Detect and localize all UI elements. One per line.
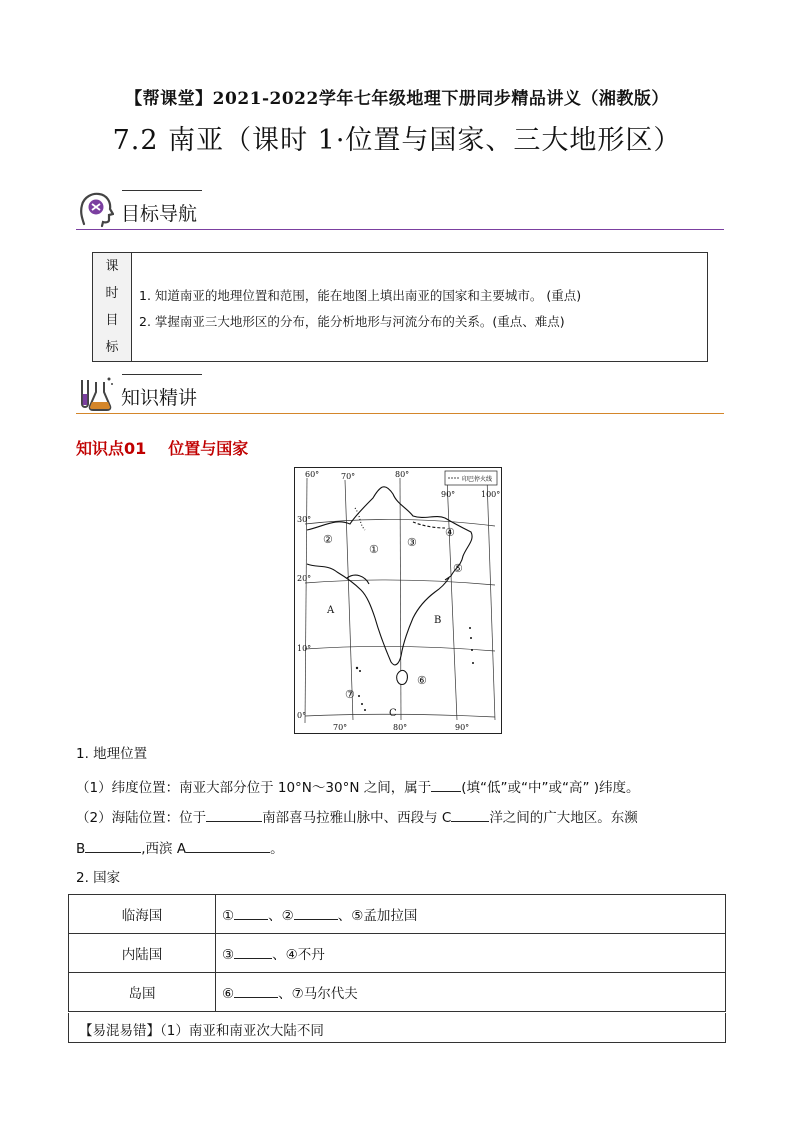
- map-lon-label: 70°: [341, 472, 356, 481]
- table-row: [69, 895, 726, 934]
- answer-blank[interactable]: [186, 838, 270, 853]
- map-svg: [295, 468, 501, 733]
- land-sea-text-c: 洋之间的广大地区。东濒: [489, 810, 638, 826]
- document-title: 【帮课堂】2021-2022学年七年级地理下册同步精品讲义（湘教版）: [125, 89, 669, 109]
- table-row: [69, 934, 726, 973]
- goals-label: [93, 253, 132, 361]
- header-short-rule: [122, 190, 202, 191]
- land-sea-question: [76, 807, 638, 828]
- tip-label: 【易混易错】: [79, 1023, 160, 1039]
- answer-blank[interactable]: [451, 807, 489, 822]
- lesson-title: 7.2 南亚（课时 1·位置与国家、三大地形区）: [112, 125, 682, 156]
- knowledge-point-name: 位置与国家: [168, 439, 249, 458]
- country-marker: ①: [222, 908, 235, 924]
- land-sea-question-cont: [76, 838, 284, 859]
- map-marker: ④: [445, 526, 455, 539]
- land-sea-text-e: ,西滨 A: [141, 841, 187, 857]
- goals-label-char: 时: [105, 286, 119, 301]
- goals-box: [92, 252, 708, 362]
- land-sea-text-b: 南部喜马拉雅山脉中、西段与 C: [262, 810, 452, 826]
- head-brain-icon: [76, 190, 114, 228]
- country-type-cell: 内陆国: [69, 934, 216, 973]
- answer-blank[interactable]: [431, 777, 461, 792]
- map-lon-label: 80°: [393, 723, 408, 732]
- separator: 、: [337, 908, 352, 924]
- land-sea-text-d: B: [76, 841, 86, 857]
- country-known: ⑦马尔代夫: [291, 986, 358, 1002]
- goals-label-char: 课: [105, 259, 119, 274]
- map-marker: ⑦: [345, 688, 355, 701]
- map-lon-label: 80°: [395, 470, 410, 479]
- country-known: ④不丹: [285, 947, 325, 963]
- south-asia-map: [294, 467, 502, 734]
- map-lon-label: 100°: [481, 490, 501, 499]
- country-type-cell: 岛国: [69, 973, 216, 1012]
- map-letter-a: A: [327, 605, 335, 616]
- answer-blank[interactable]: [234, 944, 272, 959]
- knowledge-section-header: [76, 374, 724, 414]
- common-mistakes-box: [68, 1013, 726, 1043]
- country-marker: ⑥: [222, 986, 235, 1002]
- latitude-text-a: （1）纬度位置：南亚大部分位于 10°N～30°N 之间，属于: [76, 780, 432, 796]
- goals-heading: 目标导航: [121, 203, 198, 225]
- map-letter-b: B: [434, 615, 442, 626]
- goals-label-char: 目: [105, 313, 119, 328]
- map-lon-label: 60°: [305, 470, 320, 479]
- country-marker: ②: [281, 908, 294, 924]
- countries-table: [68, 894, 726, 1012]
- land-sea-text-f: 。: [270, 841, 284, 857]
- goals-divider: [76, 229, 724, 230]
- goals-list: [139, 283, 581, 335]
- answer-blank[interactable]: [234, 983, 278, 998]
- country-known: ⑤孟加拉国: [351, 908, 418, 924]
- separator: 、: [268, 908, 282, 924]
- country-type-cell: 临海国: [69, 895, 216, 934]
- map-marker: ②: [323, 533, 333, 546]
- knowledge-point-title: [76, 436, 248, 459]
- knowledge-heading: 知识精讲: [121, 387, 198, 409]
- map-marker: ⑥: [417, 674, 427, 687]
- answer-blank[interactable]: [206, 807, 262, 822]
- lab-flask-icon: [76, 374, 114, 412]
- map-lat-label: 30°: [297, 515, 312, 524]
- map-lat-label: 0°: [297, 711, 307, 720]
- separator: 、: [272, 947, 286, 963]
- goals-label-char: 标: [105, 340, 119, 355]
- country-list-cell: [216, 895, 726, 934]
- table-row: [69, 973, 726, 1012]
- latitude-text-b: (填“低”或“中”或“高” )纬度。: [461, 780, 640, 796]
- separator: 、: [278, 986, 292, 1002]
- goals-section-header: [76, 190, 724, 230]
- country-list-cell: [216, 973, 726, 1012]
- country-marker: ③: [222, 947, 235, 963]
- knowledge-divider: [76, 413, 724, 414]
- map-marker: ⑤: [453, 562, 463, 575]
- header-short-rule: [122, 374, 202, 375]
- section-1-heading: 1. 地理位置: [76, 746, 148, 762]
- answer-blank[interactable]: [85, 838, 141, 853]
- map-legend: 印巴停火线: [462, 476, 493, 483]
- map-marker: ①: [369, 543, 379, 556]
- country-list-cell: [216, 934, 726, 973]
- answer-blank[interactable]: [234, 905, 268, 920]
- map-letter-c: C: [389, 708, 397, 719]
- tip-text: （1）南亚和南亚次大陆不同: [160, 1023, 324, 1039]
- map-lon-label: 70°: [333, 723, 348, 732]
- section-2-heading: 2. 国家: [76, 870, 121, 886]
- map-lon-label: 90°: [441, 490, 456, 499]
- goal-item: 1. 知道南亚的地理位置和范围，能在地图上填出南亚的国家和主要城市。 (重点): [139, 288, 582, 303]
- map-lon-label: 90°: [455, 723, 470, 732]
- goal-item: 2. 掌握南亚三大地形区的分布，能分析地形与河流分布的关系。(重点、难点): [139, 314, 565, 329]
- land-sea-text-a: （2）海陆位置：位于: [76, 810, 207, 826]
- answer-blank[interactable]: [294, 905, 338, 920]
- map-lat-label: 20°: [297, 574, 312, 583]
- knowledge-point-number: 知识点01: [76, 439, 147, 458]
- map-marker: ③: [407, 536, 417, 549]
- map-lat-label: 10°: [297, 644, 312, 653]
- latitude-question: [76, 777, 640, 798]
